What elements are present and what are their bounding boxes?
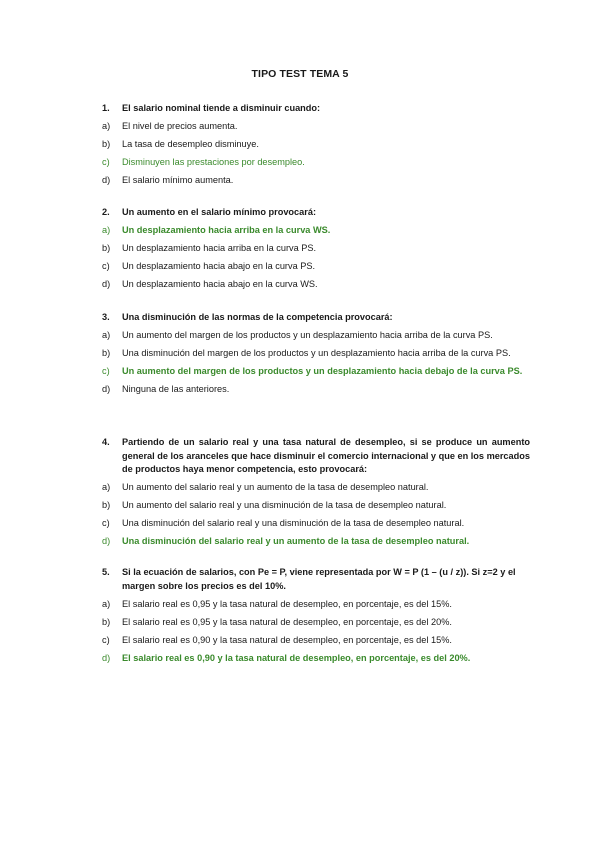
- option-text: Un aumento del margen de los productos y un desplazamiento hacia debajo de la curva PS.: [122, 365, 523, 376]
- question-5: [102, 566, 530, 593]
- question-block-3: [102, 311, 530, 401]
- option-letter: d): [102, 652, 111, 663]
- question-text: Un aumento en el salario mínimo provocará:: [122, 207, 317, 217]
- option-letter: b): [102, 347, 111, 358]
- option-text: El salario mínimo aumenta.: [122, 174, 234, 185]
- option-text: Una disminución del margen de los productos y un desplazamiento hacia arriba de la curva PS.: [122, 347, 511, 358]
- option-4d-correct: [102, 535, 530, 549]
- option-2b: [102, 242, 530, 256]
- option-5c: [102, 634, 530, 648]
- question-number: 1.: [102, 103, 110, 113]
- option-letter: b): [102, 242, 111, 253]
- option-3d: [102, 383, 530, 397]
- question-text: El salario nominal tiende a disminuir cuando:: [122, 103, 321, 113]
- option-letter: c): [102, 365, 110, 376]
- option-1c-correct: [102, 156, 530, 170]
- option-letter: a): [102, 329, 111, 340]
- question-3: [102, 311, 530, 325]
- option-5b: [102, 616, 530, 630]
- option-2d: [102, 278, 530, 292]
- option-3b: [102, 347, 530, 361]
- question-1: [102, 102, 530, 116]
- option-letter: c): [102, 634, 110, 645]
- option-text: Una disminución del salario real y una disminución de la tasa de desempleo natural.: [122, 518, 465, 529]
- option-text: Un desplazamiento hacia abajo en la curva PS.: [122, 260, 316, 271]
- option-1d: [102, 174, 530, 188]
- option-letter: c): [102, 156, 110, 167]
- option-letter: a): [102, 120, 111, 131]
- option-text: Un aumento del margen de los productos y un desplazamiento hacia arriba de la curva PS.: [122, 329, 493, 340]
- option-text: Una disminución del salario real y un aumento de la tasa de desempleo natural.: [122, 536, 470, 547]
- option-4b: [102, 499, 530, 513]
- question-block-5: [102, 566, 530, 670]
- option-letter: b): [102, 616, 111, 627]
- question-block-2: [102, 206, 530, 296]
- option-letter: d): [102, 536, 111, 547]
- question-text: Si la ecuación de salarios, con Pe = P, viene representada por W = P (1 – (u / z)). Si z=2 y el margen sobre los precios es del 10%.: [122, 567, 516, 591]
- option-letter: a): [102, 224, 111, 235]
- option-letter: d): [102, 383, 111, 394]
- question-block-1: [102, 102, 530, 192]
- option-text: El salario real es 0,90 y la tasa natural de desempleo, en porcentaje, es del 20%.: [122, 652, 471, 663]
- option-3c-correct: [102, 365, 530, 379]
- option-letter: c): [102, 260, 110, 271]
- option-text: Un aumento del salario real y un aumento de la tasa de desempleo natural.: [122, 482, 429, 493]
- option-1a: [102, 120, 530, 134]
- option-letter: c): [102, 518, 110, 529]
- option-1b: [102, 138, 530, 152]
- option-text: Ninguna de las anteriores.: [122, 383, 230, 394]
- option-text: El salario real es 0,95 y la tasa natural de desempleo, en porcentaje, es del 20%.: [122, 616, 452, 627]
- option-letter: a): [102, 482, 111, 493]
- option-2c: [102, 260, 530, 274]
- option-letter: a): [102, 598, 111, 609]
- option-4c: [102, 517, 530, 531]
- option-5a: [102, 598, 530, 612]
- option-text: Un desplazamiento hacia arriba en la curva WS.: [122, 224, 331, 235]
- question-number: 2.: [102, 207, 110, 217]
- page-title: TIPO TEST TEMA 5: [251, 68, 349, 80]
- option-text: El salario real es 0,90 y la tasa natural de desempleo, en porcentaje, es del 15%.: [122, 634, 452, 645]
- question-2: [102, 206, 530, 220]
- question-number: 3.: [102, 312, 110, 322]
- question-4: [102, 436, 530, 477]
- option-text: Un desplazamiento hacia arriba en la curva PS.: [122, 242, 317, 253]
- question-number: 5.: [102, 567, 110, 577]
- question-block-4: [102, 436, 530, 553]
- option-letter: d): [102, 174, 111, 185]
- option-text: Un desplazamiento hacia abajo en la curva WS.: [122, 278, 318, 289]
- option-3a: [102, 329, 530, 343]
- option-2a-correct: [102, 224, 530, 238]
- question-text: Una disminución de las normas de la competencia provocará:: [122, 312, 393, 322]
- option-4a: [102, 481, 530, 495]
- question-number: 4.: [102, 437, 110, 447]
- option-text: El salario real es 0,95 y la tasa natural de desempleo, en porcentaje, es del 15%.: [122, 598, 452, 609]
- option-text: El nivel de precios aumenta.: [122, 120, 238, 131]
- option-letter: d): [102, 278, 111, 289]
- option-5d-correct: [102, 652, 530, 666]
- option-text: Un aumento del salario real y una disminución de la tasa de desempleo natural.: [122, 500, 447, 511]
- option-letter: b): [102, 500, 111, 511]
- option-text: Disminuyen las prestaciones por desempleo.: [122, 156, 305, 167]
- option-letter: b): [102, 138, 111, 149]
- option-text: La tasa de desempleo disminuye.: [122, 138, 259, 149]
- question-text: Partiendo de un salario real y una tasa natural de desempleo, si se produce un aumento general de los aranceles que hace disminuir el comercio internacional y que en los mercados de productos haya menor competencia, esto provocará:: [122, 437, 530, 475]
